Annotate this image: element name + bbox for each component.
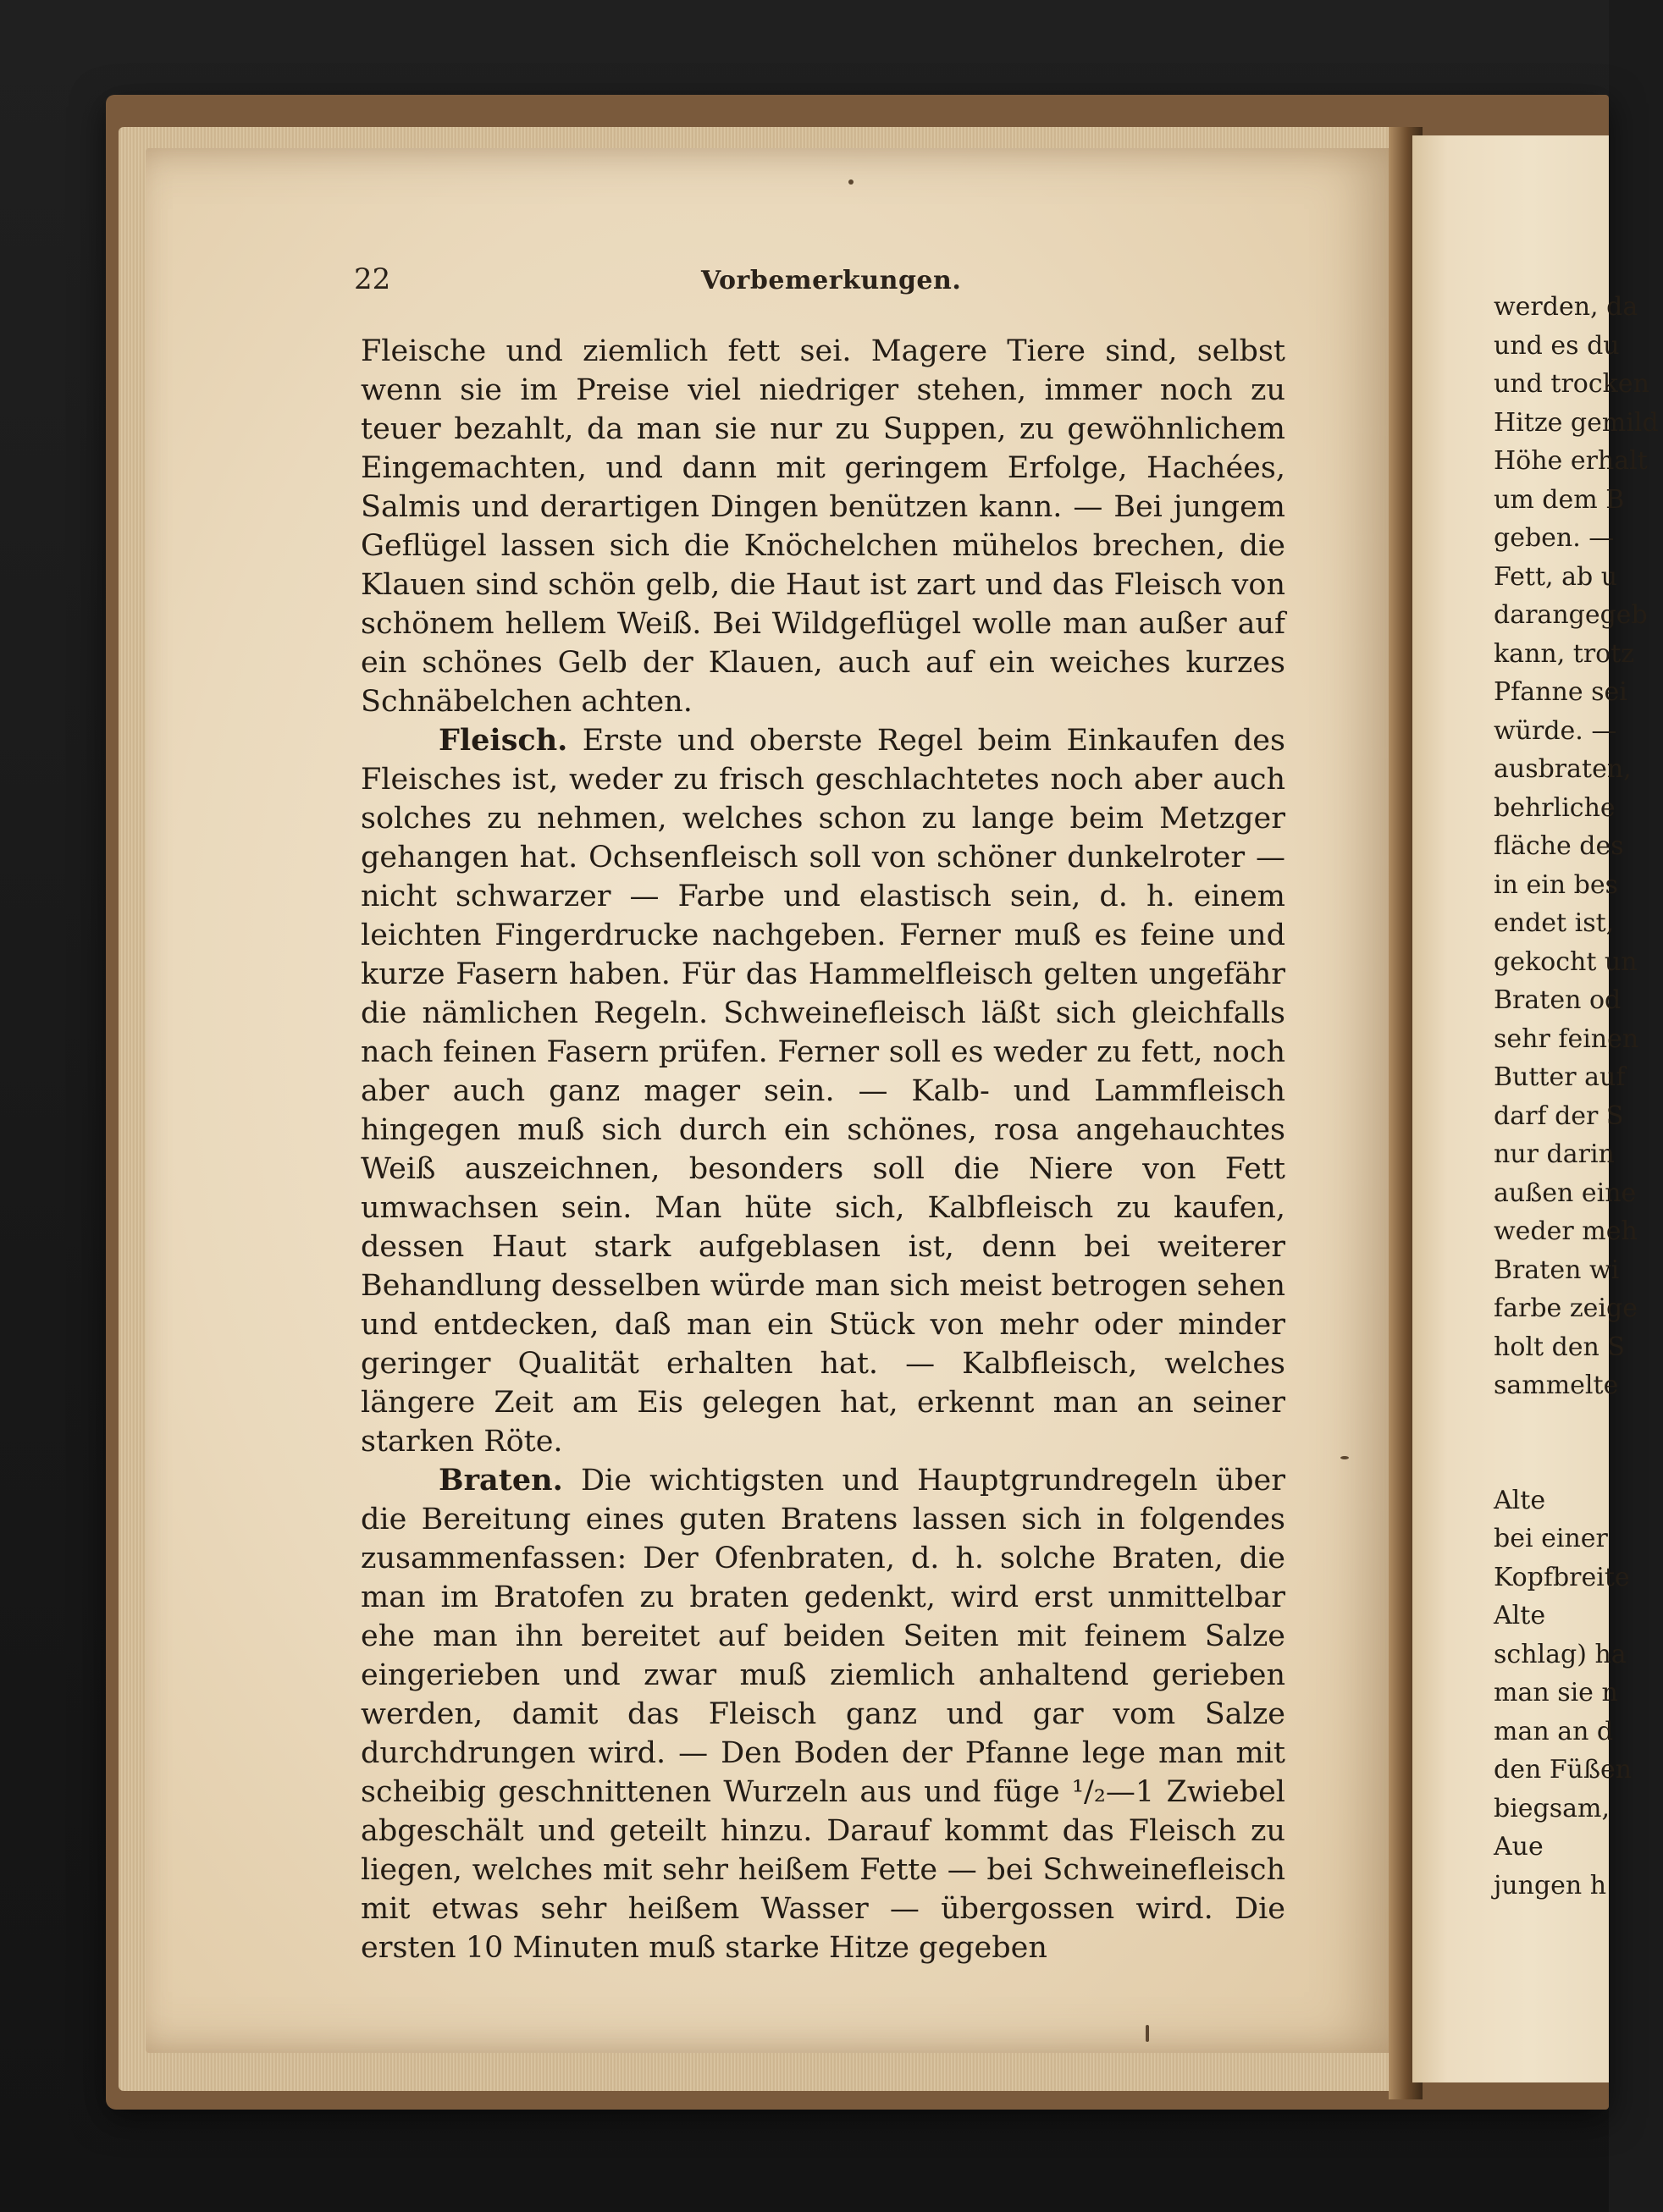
right-page-line: Hitze gemild [1494,407,1659,438]
paragraph-fleisch [361,721,1285,1461]
right-page-line: gekocht un [1494,946,1638,977]
right-page-line: darf der S [1494,1100,1624,1131]
section-heading-braten: Braten. [439,1463,563,1498]
right-page-line: Braten wi [1494,1255,1620,1285]
right-page-line: bei einer [1494,1524,1608,1553]
right-page-line: endet ist, [1494,908,1615,938]
right-page-line: ausbraten, [1494,754,1632,784]
right-page-line: sammelte [1494,1371,1619,1400]
page-header [354,262,1328,305]
right-page-line: Butter auf [1494,1062,1626,1092]
right-page-line: Aue [1494,1832,1544,1862]
right-page-line: behrliche [1494,792,1616,823]
paragraph-braten [361,1461,1285,1967]
right-page-line: jungen h [1494,1870,1607,1900]
right-page-line: in ein bes [1494,869,1619,900]
paragraph-braten-text: Die wichtigsten und Hauptgrundregeln über die Bereitung eines guten Bratens lassen sich in folgendes zusammenfassen: Der Ofenbraten, d. h. solche Braten, die man im Bratofen zu braten gedenkt, wird erst unmittelbar ehe man ihn bereitet auf beiden Seiten mit feinem Salze eingerieben und zwar muß ziemlich anhaltend gerieben werden, damit das Fleisch ganz und gar vom Salze durchdrungen wird. — Den Boden der Pfanne lege man mit scheibig geschnittenen Wurzeln aus und füge ¹/₂—1 Zwiebel abgeschält und geteilt hinzu. Darauf kommt das Fleisch zu liegen, welches mit sehr heißem Fette — bei Schweinefleisch mit etwas sehr heißem Wasser — übergossen wird. Die ersten 10 Minuten muß starke Hitze gegeben [361,1464,1285,1965]
right-page-line: man an d [1494,1716,1614,1746]
paper-mark [1146,2025,1149,2042]
right-page-line: schlag) ha [1494,1639,1627,1669]
right-page-line: Höhe erhalt [1494,446,1648,476]
right-page-line: sehr feinen [1494,1023,1639,1054]
right-page-line: geben. — [1494,523,1615,553]
right-page-line: außen eine [1494,1178,1637,1208]
right-page-line: farbe zeige [1494,1294,1638,1323]
right-page-line: kann, trotz [1494,638,1635,669]
right-page-line: um dem B [1494,484,1625,515]
right-page-line: den Füßen [1494,1755,1633,1784]
right-page-line: weder meh [1494,1216,1638,1246]
right-page-line: und es du [1494,330,1620,361]
right-page-gap [1494,1405,1663,1481]
right-page-line: Kopfbreite [1494,1562,1630,1592]
left-page-body [361,332,1285,1967]
right-page-line: nur darin [1494,1139,1615,1169]
right-page-line: darangegeb [1494,600,1648,630]
right-page-line: Pfanne sei [1494,677,1627,707]
right-page-line: Alte [1494,1485,1546,1515]
paper-mark [1340,1456,1349,1459]
running-head: Vorbemerkungen. [701,266,962,295]
paper-speck [848,179,854,185]
section-heading-fleisch: Fleisch. [439,723,568,758]
right-page-line: Fett, ab u [1494,561,1618,592]
paragraph-fleisch-text: Erste und oberste Regel beim Einkaufen des Fleisches ist, weder zu frisch geschlachtetes noch aber auch solches zu nehmen, welches schon zu lange beim Metzger gehangen hat. Ochsenfleisch soll von schöner dunkelroter — nicht schwarzer — Farbe und elastisch sein, d. h. einem leichten Fingerdrucke nachgeben. Ferner muß es feine und kurze Fasern haben. Für das Hammelfleisch gelten ungefähr die nämlichen Regeln. Schweinefleisch läßt sich gleichfalls nach feinen Fasern prüfen. Ferner soll es weder zu fett, noch aber auch ganz mager sein. — Kalb- und Lammfleisch hingegen muß sich durch ein schönes, rosa angehauchtes Weiß auszeichnen, besonders soll die Niere von Fett umwachsen sein. Man hüte sich, Kalbfleisch zu kaufen, dessen Haut stark aufgeblasen ist, denn bei weiterer Behandlung desselben würde man sich meist betrogen sehen und entdecken, daß man ein Stück von mehr oder minder geringer Qualität erhalten hat. — Kalbfleisch, welches längere Zeit am Eis gelegen hat, erkennt man an seiner starken Röte. [361,724,1285,1459]
right-page-line: fläche des [1494,831,1624,861]
right-page-line: holt den S [1494,1332,1625,1362]
right-page-line: biegsam, [1494,1793,1611,1823]
page-number: 22 [354,262,391,296]
right-page-line: und trocken [1494,369,1649,399]
right-page-line: Braten od [1494,985,1622,1015]
right-page-lines [1494,288,1663,1905]
paragraph-1-text: Fleische und ziemlich fett sei. Magere Tiere sind, selbst wenn sie im Preise viel niedriger stehen, immer noch zu teuer bezahlt, da man sie nur zu Suppen, zu gewöhnlichem Eingemachten, und dann mit geringem Erfolge, Hachées, Salmis und derartigen Dingen benützen kann. — Bei jungem Geflügel lassen sich die Knöchelchen mühelos brechen, die Klauen sind schön gelb, die Haut ist zart und das Fleisch von schönem hellem Weiß. Bei Wildgeflügel wolle man außer auf ein schönes Gelb der Klauen, auch auf ein weiches kurzes Schnäbelchen achten. [361,334,1285,719]
right-page-cropped [1412,135,1659,2082]
right-page-line: man sie n [1494,1678,1618,1707]
right-page-line: werden, da [1494,292,1638,322]
right-page-line: Alte [1494,1601,1546,1630]
paragraph-1 [361,332,1285,721]
right-page-line: würde. — [1494,715,1617,746]
